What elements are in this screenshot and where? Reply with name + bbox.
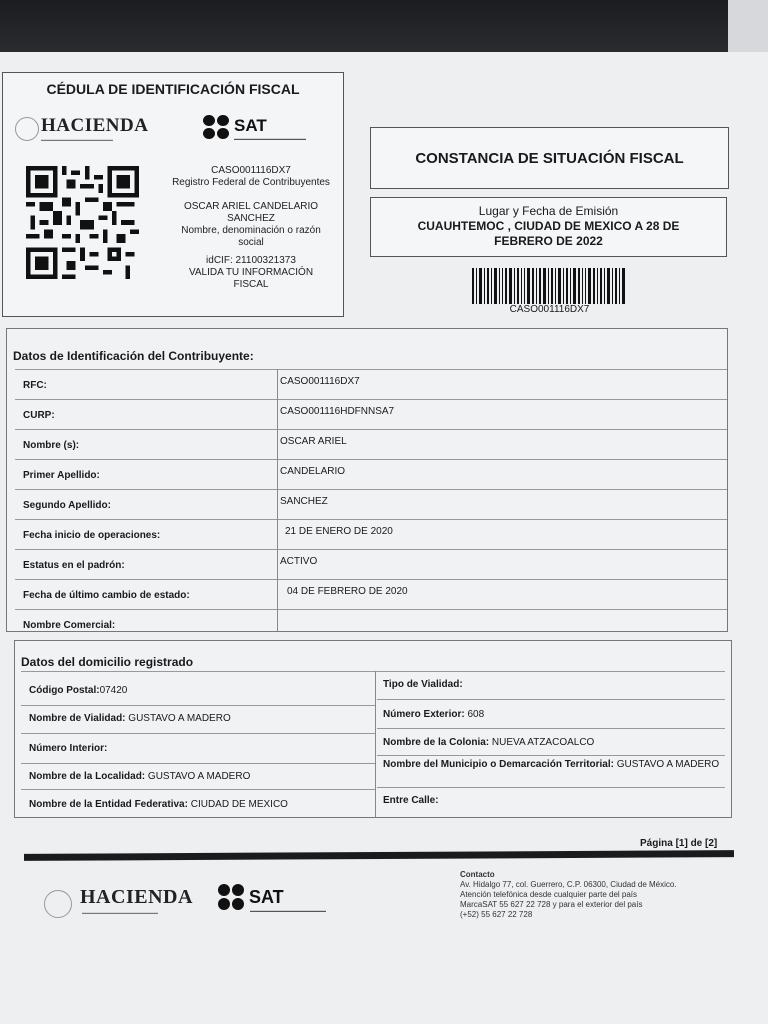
num-ext-value: 608 (467, 709, 485, 720)
table-row (15, 609, 727, 639)
footer-rule (24, 850, 734, 861)
divider (21, 705, 375, 706)
cedula-box (2, 72, 344, 317)
column-divider (277, 369, 278, 631)
contacto-line3: MarcaSAT 55 627 22 728 y para el exterior del país (460, 900, 643, 909)
top-margin (728, 0, 768, 52)
cedula-name-line2: SANCHEZ (227, 213, 275, 224)
identificacion-title: Datos de Identificación del Contribuyente: (13, 349, 254, 363)
table-row (15, 369, 727, 399)
cedula-info (161, 165, 341, 291)
municipio-label: Nombre del Municipio o Demarcación Territorial: (383, 759, 614, 770)
contacto-title: Contacto (460, 870, 495, 879)
cedula-idcif: idCIF: 21100321373 (206, 255, 296, 266)
sat-logo-subtext: ▬▬▬▬▬▬▬▬▬▬▬▬▬▬▬▬▬▬ (234, 136, 306, 141)
divider (377, 755, 725, 756)
hacienda-logo: HACIENDA (80, 886, 193, 908)
cp-value: 07420 (99, 685, 128, 696)
tipo-vialidad (383, 679, 463, 691)
identificacion-section (6, 328, 728, 632)
contacto-line4: (+52) 55 627 22 728 (460, 910, 533, 919)
row-label: Fecha de último cambio de estado: (23, 590, 190, 601)
nombre-municipio (383, 759, 723, 771)
hacienda-logo-subtext: ▬▬▬▬▬▬▬▬▬▬▬▬▬▬▬▬▬▬ (41, 137, 113, 142)
top-dark-band (0, 0, 728, 52)
table-row (15, 399, 727, 429)
hacienda-logo: HACIENDA (41, 115, 149, 136)
municipio-value: GUSTAVO A MADERO (616, 759, 720, 770)
page-number: Página [1] de [2] (640, 838, 718, 849)
divider (377, 787, 725, 788)
nombre-vialidad (29, 713, 231, 725)
row-label: Estatus en el padrón: (23, 560, 125, 571)
contacto-line2: Atención telefónica desde cualquier parte del país (460, 890, 638, 899)
sat-logo: SAT (249, 887, 284, 907)
vialidad-value: GUSTAVO A MADERO (128, 713, 231, 724)
row-label: Segundo Apellido: (23, 500, 111, 511)
cp-label: Código Postal: (29, 685, 100, 696)
barcode (472, 268, 627, 304)
column-divider (375, 671, 376, 817)
cedula-valida-line2: FISCAL (233, 279, 269, 290)
numero-interior (29, 743, 107, 755)
row-value: CANDELARIO (280, 466, 346, 477)
cedula-valida-line1: VALIDA TU INFORMACIÓN (188, 267, 314, 278)
contacto-line1: Av. Hidalgo 77, col. Guerrero, C.P. 06300, Ciudad de México. (460, 880, 677, 889)
cedula-name-line1: OSCAR ARIEL CANDELARIO (183, 201, 319, 212)
table-row (15, 519, 727, 549)
sat-logo-subtext: ▬▬▬▬▬▬▬▬▬▬▬▬▬▬▬▬▬▬▬ (250, 908, 326, 913)
cedula-name-caption2: social (238, 237, 264, 248)
domicilio-title: Datos del domicilio registrado (21, 655, 194, 669)
nombre-localidad (29, 771, 250, 783)
entre-calle (383, 795, 439, 807)
row-value: ACTIVO (280, 556, 318, 567)
row-label: Nombre (s): (23, 440, 80, 451)
cedula-logos (15, 113, 340, 145)
row-value: CASO001116HDFNNSA7 (280, 406, 395, 417)
divider (377, 728, 725, 729)
qr-code[interactable] (26, 166, 139, 279)
localidad-label: Nombre de la Localidad: (29, 771, 146, 782)
divider (21, 789, 375, 790)
num-ext-label: Número Exterior: (383, 709, 465, 720)
footer-logos (44, 884, 384, 920)
table-row (15, 579, 727, 609)
codigo-postal (29, 685, 127, 697)
sat-dots-icon (218, 884, 244, 910)
localidad-value: GUSTAVO A MADERO (147, 771, 251, 782)
identificacion-rows (15, 369, 727, 639)
tipo-label: Tipo de Vialidad: (383, 679, 463, 690)
divider (377, 699, 725, 700)
cedula-title: CÉDULA DE IDENTIFICACIÓN FISCAL (46, 81, 300, 97)
row-label: Fecha inicio de operaciones: (23, 530, 161, 541)
entidad-value: CIUDAD DE MEXICO (190, 799, 288, 810)
eagle-seal-icon (15, 117, 39, 141)
table-row (15, 459, 727, 489)
row-label: Primer Apellido: (23, 470, 100, 481)
num-int-label: Número Interior: (29, 743, 108, 754)
sat-dots-icon (203, 115, 229, 139)
eagle-seal-icon (44, 890, 72, 918)
divider (21, 763, 375, 764)
divider (21, 671, 725, 672)
constancia-title: CONSTANCIA DE SITUACIÓN FISCAL (370, 127, 729, 189)
vialidad-label: Nombre de Vialidad: (29, 713, 126, 724)
numero-exterior (383, 709, 484, 721)
row-value: 04 DE FEBRERO DE 2020 (287, 586, 408, 597)
nombre-colonia (383, 737, 594, 749)
row-label: RFC: (23, 380, 47, 391)
cedula-rfc: CASO001116DX7 (211, 165, 291, 176)
divider (21, 733, 375, 734)
table-row (15, 549, 727, 579)
contacto-block (460, 870, 740, 920)
colonia-value: NUEVA ATZACOALCO (491, 737, 595, 748)
entidad-label: Nombre de la Entidad Federativa: (29, 799, 188, 810)
lugar-line1: CUAUHTEMOC , CIUDAD DE MEXICO A 28 DE (417, 219, 680, 233)
row-value: SANCHEZ (280, 496, 328, 507)
table-row (15, 489, 727, 519)
row-value: 21 DE ENERO DE 2020 (285, 526, 393, 537)
table-row (15, 429, 727, 459)
row-value: CASO001116DX7 (280, 376, 360, 387)
row-label: CURP: (23, 410, 55, 421)
lugar-fecha-box (370, 197, 727, 257)
row-value: OSCAR ARIEL (280, 436, 347, 447)
row-label: Nombre Comercial: (23, 620, 116, 631)
sat-logo: SAT (234, 116, 267, 135)
hacienda-logo-subtext: ▬▬▬▬▬▬▬▬▬▬▬▬▬▬▬▬▬▬▬ (82, 910, 158, 915)
lugar-line2: FEBRERO DE 2022 (494, 234, 603, 248)
cedula-name-caption1: Nombre, denominación o razón (181, 225, 321, 236)
lugar-label: Lugar y Fecha de Emisión (478, 204, 619, 218)
barcode-text: CASO001116DX7 (509, 304, 590, 315)
entre-label: Entre Calle: (383, 795, 439, 806)
entidad-federativa (29, 799, 288, 811)
colonia-label: Nombre de la Colonia: (383, 737, 490, 748)
cedula-rfc-caption: Registro Federal de Contribuyentes (172, 177, 330, 188)
domicilio-section (14, 640, 732, 818)
